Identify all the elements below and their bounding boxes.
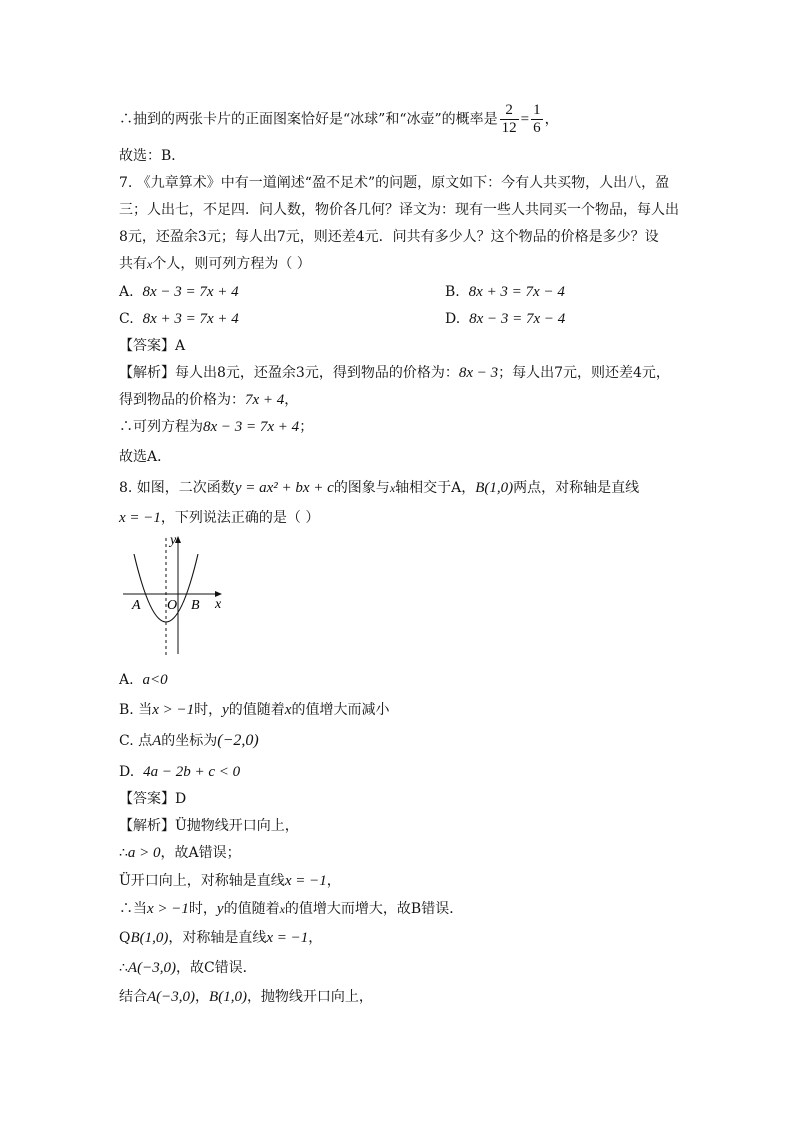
- question-7-text: 共有x个人，则可列方程为（ ）: [119, 256, 311, 272]
- origin-label: O: [167, 598, 178, 613]
- q8-option-c: C. 点A的坐标为(−2,0): [119, 732, 259, 749]
- q8-explanation: QB(1,0)，对称轴是直线x = −1，: [119, 930, 323, 946]
- q7-option-a: A. 8x − 3 = 7x + 4: [119, 284, 239, 300]
- q7-explanation: ∴可列方程为8x − 3 = 7x + 4；: [119, 419, 314, 435]
- probability-conclusion: ∴抽到的两张卡片的正面图案恰好是“冰球”和“冰壶”的概率是 $\frac{2}{12}$ = $\frac{1}{6}$ ，: [119, 102, 559, 136]
- point-a-label: A: [132, 598, 141, 613]
- q7-explanation: 【解析】每人出8元，还盈余3元，得到物品的价格为：8x − 3；每人出7元，则还差4元，: [119, 365, 670, 381]
- q8-explanation: ∴A(−3,0)，故C错误．: [119, 960, 257, 976]
- q7-answer: 【答案】A: [119, 338, 186, 354]
- fraction: $\frac{1}{6}$: [533, 102, 541, 136]
- q8-option-d: D. 4a − 2b + c < 0: [119, 764, 241, 780]
- q7-conclusion: 故选A．: [119, 449, 172, 465]
- q8-explanation: 结合A(−3,0)，B(1,0)，抛物线开口向上，: [119, 989, 373, 1005]
- q8-explanation: Ü开口向上，对称轴是直线x = −1，: [119, 873, 341, 889]
- parabola-graph: [118, 530, 228, 658]
- parabola-figure: [118, 530, 228, 658]
- answer-choice: 故选：B．: [119, 148, 186, 164]
- question-8-text: 8. 如图，二次函数y = ax² + bx + c的图象与x轴相交于A，B(1,0)两点，对称轴是直线: [119, 480, 640, 496]
- q7-explanation: 得到物品的价格为：7x + 4，: [119, 392, 299, 408]
- fraction: $\frac{2}{12}$: [501, 102, 517, 136]
- q7-option-c: C. 8x + 3 = 7x + 4: [119, 311, 239, 327]
- question-7-text: 7. 《九章算术》中有一道阐述“盈不足术”的问题，原文如下：今有人共买物，人出八，盈: [119, 175, 670, 191]
- question-7-text: 三；人出七，不足四．问人数，物价各几何？译文为：现有一些人共同买一个物品，每人出: [119, 202, 679, 218]
- q8-explanation: ∴a > 0，故A错误；: [119, 845, 241, 861]
- question-8-text: x = −1，下列说法正确的是（ ）: [119, 510, 320, 526]
- x-label: x: [215, 597, 222, 612]
- q8-explanation: ∴当x > −1时，y的值随着x的值增大而增大，故B错误．: [119, 901, 464, 917]
- y-label: y: [170, 533, 177, 548]
- question-7-text: 8元，还盈余3元；每人出7元，则还差4元．问共有多少人？这个物品的价格是多少？设: [119, 229, 659, 245]
- q8-answer: 【答案】D: [119, 791, 187, 807]
- q8-explanation: 【解析】Ü抛物线开口向上，: [119, 818, 299, 834]
- point-b-label: B: [191, 598, 200, 613]
- q8-option-b: B. 当x > −1时，y的值随着x的值增大而减小: [119, 702, 390, 718]
- q7-option-b: B. 8x + 3 = 7x − 4: [445, 284, 565, 300]
- q7-option-d: D. 8x − 3 = 7x − 4: [445, 311, 566, 327]
- q8-option-a: A. a<0: [119, 672, 168, 688]
